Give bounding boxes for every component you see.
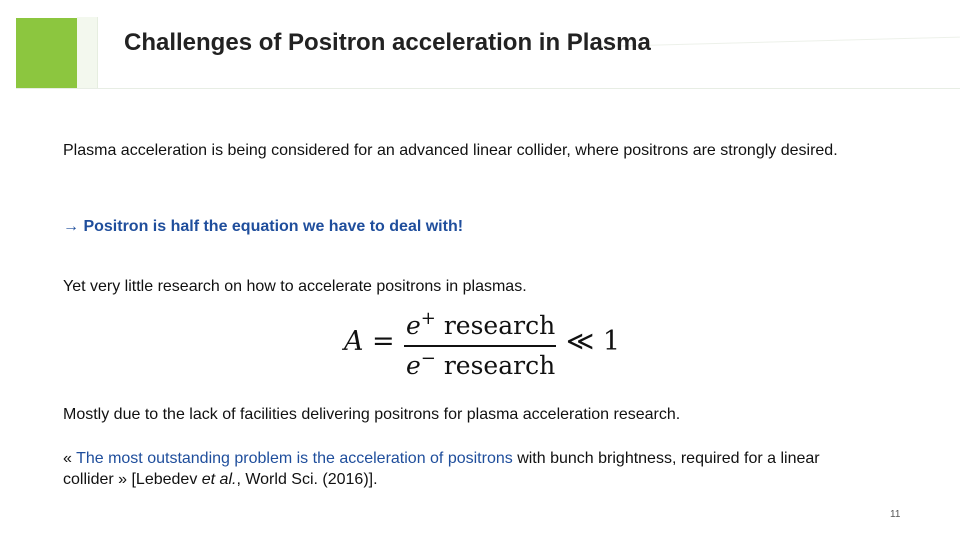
quote-highlight: The most outstanding problem is the acceleration of positrons [76,450,513,467]
denominator-symbol: e [406,351,421,376]
quote-open: « [63,450,77,467]
fraction-bar [404,345,556,347]
paragraph-facilities: Mostly due to the lack of facilities delivering positrons for plasma acceleration research. [63,406,681,423]
denominator-sup: − [420,348,436,369]
arrow-icon: → [63,218,79,235]
numerator-sup: + [420,308,436,329]
equation-numerator [406,308,555,340]
ratio-equation [340,306,630,376]
paragraph-research: Yet very little research on how to accelerate positrons in plasmas. [63,278,527,295]
header-divider [16,88,960,89]
equation-equals: = [372,326,395,357]
numerator-word: research [443,311,556,340]
quote-rest: with bunch brightness, required for a linear collider » [Lebedev [63,450,820,488]
paragraph-intro: Plasma acceleration is being considered for an advanced linear collider, where positrons are strongly desired. [63,142,838,159]
quote-reference: , World Sci. (2016)]. [236,471,378,488]
slide-title: Challenges of Positron acceleration in Plasma [124,29,651,56]
equation-denominator [406,348,555,376]
page-number: 11 [890,509,901,520]
paragraph-quote [63,448,863,490]
paragraph-emphasis [63,216,463,237]
denominator-word: research [443,351,556,376]
equation-lhs: A [344,326,364,357]
numerator-symbol: e [406,311,421,340]
emphasis-text: Positron is half the equation we have to deal with! [79,218,464,235]
quote-etal: et al. [201,471,237,488]
equation-relation: ≪ 1 [566,326,621,357]
header-tab [77,17,98,88]
